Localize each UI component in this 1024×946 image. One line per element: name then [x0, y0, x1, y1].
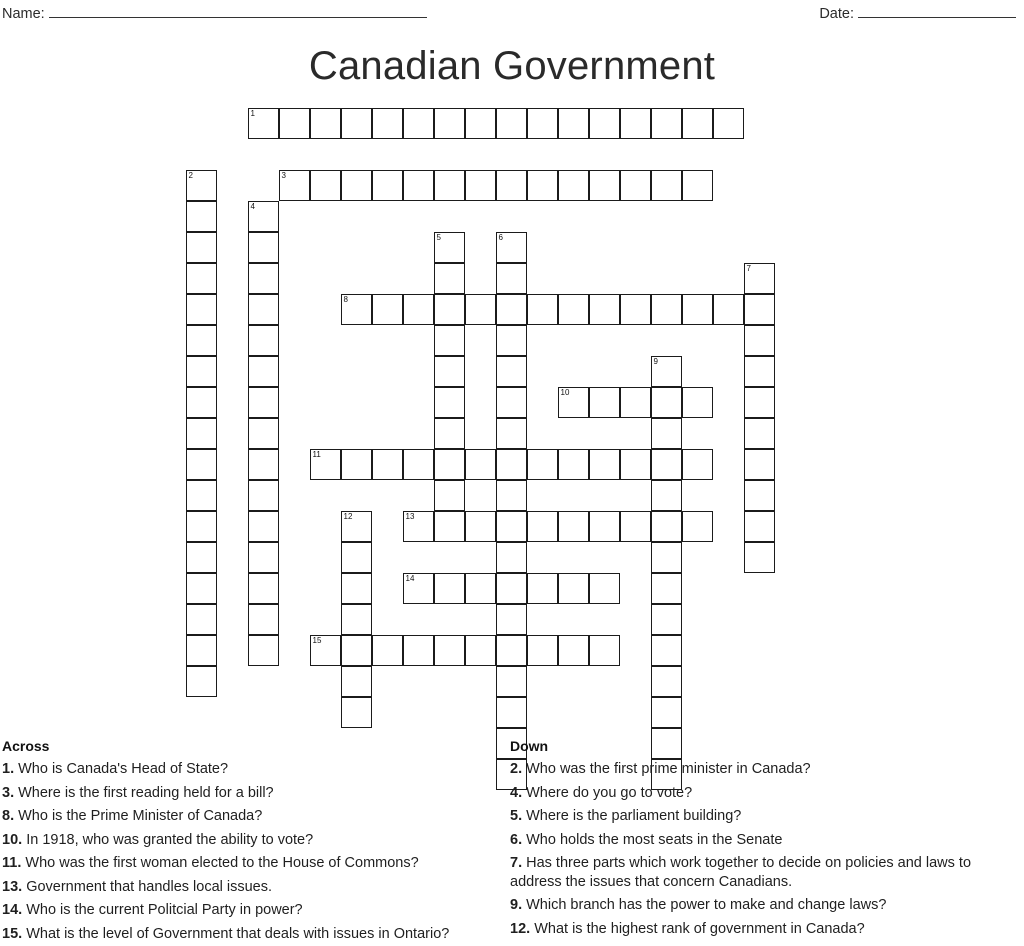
crossword-cell[interactable] — [744, 356, 775, 387]
crossword-cell[interactable] — [651, 635, 682, 666]
down-clue-item — [510, 831, 1020, 850]
crossword-cell[interactable] — [496, 387, 527, 418]
crossword-cell[interactable] — [620, 170, 651, 201]
crossword-cell[interactable] — [186, 635, 217, 666]
crossword-cell[interactable] — [713, 108, 744, 139]
crossword-cell[interactable] — [248, 449, 279, 480]
crossword-cell[interactable] — [651, 697, 682, 728]
crossword-cell[interactable] — [341, 108, 372, 139]
crossword-cell[interactable] — [527, 108, 558, 139]
across-clue-item — [2, 760, 507, 779]
crossword-cell[interactable] — [744, 449, 775, 480]
crossword-cell[interactable] — [186, 418, 217, 449]
crossword-cell[interactable] — [310, 635, 341, 666]
down-clue-item — [510, 854, 1020, 891]
crossword-cell[interactable] — [341, 294, 372, 325]
crossword-cell[interactable] — [248, 604, 279, 635]
cell-number: 6 — [498, 233, 503, 242]
cell-number: 14 — [405, 574, 415, 583]
clue-number: 8. — [2, 808, 15, 825]
crossword-cell[interactable] — [434, 356, 465, 387]
crossword-cell[interactable] — [186, 263, 217, 294]
across-clue-item — [2, 854, 507, 873]
crossword-cell[interactable] — [744, 263, 775, 294]
clue-number: 13. — [2, 878, 23, 895]
crossword-cell[interactable] — [403, 170, 434, 201]
down-clue-item — [510, 807, 1020, 826]
crossword-cell[interactable] — [496, 294, 527, 325]
crossword-cell[interactable] — [248, 325, 279, 356]
crossword-cell[interactable] — [434, 170, 465, 201]
cell-number: 3 — [281, 171, 286, 180]
crossword-cell[interactable] — [496, 666, 527, 697]
crossword-cell[interactable] — [279, 108, 310, 139]
across-clue-item — [2, 831, 507, 850]
crossword-cell[interactable] — [465, 108, 496, 139]
crossword-cell[interactable] — [341, 573, 372, 604]
clue-text: Which branch has the power to make and change laws? — [522, 897, 887, 914]
crossword-cell[interactable] — [465, 170, 496, 201]
crossword-cell[interactable] — [651, 356, 682, 387]
crossword-cell[interactable] — [558, 449, 589, 480]
crossword-cell[interactable] — [651, 387, 682, 418]
crossword-cell[interactable] — [372, 294, 403, 325]
crossword-cell[interactable] — [682, 449, 713, 480]
across-clues-column — [2, 738, 507, 946]
crossword-cell[interactable] — [248, 418, 279, 449]
crossword-cell[interactable] — [341, 449, 372, 480]
crossword-cell[interactable] — [434, 418, 465, 449]
cell-number: 8 — [343, 295, 348, 304]
clue-number: 9. — [510, 897, 523, 914]
crossword-cell[interactable] — [186, 387, 217, 418]
crossword-cell[interactable] — [496, 356, 527, 387]
date-input-line[interactable] — [858, 6, 1016, 18]
name-input-line[interactable] — [49, 6, 427, 18]
across-clue-item — [2, 784, 507, 803]
across-clue-item — [2, 925, 507, 944]
crossword-cell[interactable] — [682, 108, 713, 139]
crossword-cell[interactable] — [248, 511, 279, 542]
crossword-cell[interactable] — [372, 635, 403, 666]
crossword-cell[interactable] — [527, 170, 558, 201]
clue-number: 6. — [510, 831, 523, 848]
crossword-cell[interactable] — [434, 294, 465, 325]
crossword-cell[interactable] — [713, 294, 744, 325]
crossword-cell[interactable] — [248, 542, 279, 573]
crossword-cell[interactable] — [527, 449, 558, 480]
crossword-cell[interactable] — [589, 294, 620, 325]
clue-text: Government that handles local issues. — [22, 878, 273, 895]
crossword-cell[interactable] — [589, 635, 620, 666]
crossword-cell[interactable] — [465, 511, 496, 542]
crossword-cell[interactable] — [186, 325, 217, 356]
crossword-cell[interactable] — [527, 511, 558, 542]
crossword-cell[interactable] — [310, 170, 341, 201]
clue-text: Who is the Prime Minister of Canada? — [14, 808, 263, 825]
crossword-cell[interactable] — [248, 294, 279, 325]
crossword-cell[interactable] — [651, 294, 682, 325]
clue-number: 4. — [510, 784, 523, 801]
crossword-cell[interactable] — [403, 108, 434, 139]
clue-number: 15. — [2, 925, 23, 942]
crossword-cell[interactable] — [558, 170, 589, 201]
crossword-cell[interactable] — [651, 418, 682, 449]
crossword-cell[interactable] — [248, 480, 279, 511]
crossword-cell[interactable] — [496, 418, 527, 449]
clue-text: Who is Canada's Head of State? — [14, 761, 229, 777]
down-clue-item — [510, 784, 1020, 803]
crossword-cell[interactable] — [589, 387, 620, 418]
crossword-cell[interactable] — [496, 263, 527, 294]
crossword-cell[interactable] — [496, 170, 527, 201]
crossword-cell[interactable] — [403, 449, 434, 480]
crossword-cell[interactable] — [248, 263, 279, 294]
crossword-cell[interactable] — [496, 511, 527, 542]
cell-number: 13 — [405, 512, 415, 521]
clue-number: 1. — [2, 761, 15, 777]
crossword-cell[interactable] — [434, 387, 465, 418]
crossword-cell[interactable] — [186, 232, 217, 263]
crossword-cell[interactable] — [651, 604, 682, 635]
clue-number: 12. — [510, 920, 531, 937]
crossword-cell[interactable] — [341, 542, 372, 573]
crossword-cell[interactable] — [403, 294, 434, 325]
crossword-cell[interactable] — [341, 511, 372, 542]
crossword-cell[interactable] — [186, 604, 217, 635]
crossword-cell[interactable] — [620, 511, 651, 542]
crossword-cell[interactable] — [496, 480, 527, 511]
crossword-cell[interactable] — [186, 480, 217, 511]
crossword-cell[interactable] — [341, 697, 372, 728]
crossword-cell[interactable] — [651, 480, 682, 511]
crossword-cell[interactable] — [651, 573, 682, 604]
crossword-cell[interactable] — [589, 170, 620, 201]
crossword-cell[interactable] — [744, 480, 775, 511]
crossword-cell[interactable] — [186, 170, 217, 201]
crossword-cell[interactable] — [527, 573, 558, 604]
down-clue-item — [510, 760, 1020, 779]
cell-number: 7 — [746, 264, 751, 273]
crossword-cell[interactable] — [620, 108, 651, 139]
crossword-cell[interactable] — [744, 294, 775, 325]
crossword-cell[interactable] — [496, 604, 527, 635]
crossword-cell[interactable] — [744, 325, 775, 356]
clue-number: 3. — [2, 784, 15, 801]
crossword-cell[interactable] — [434, 480, 465, 511]
down-clue-item — [510, 896, 1020, 915]
crossword-cell[interactable] — [186, 666, 217, 697]
crossword-cell[interactable] — [403, 511, 434, 542]
crossword-cell[interactable] — [434, 635, 465, 666]
crossword-cell[interactable] — [558, 294, 589, 325]
crossword-cell[interactable] — [465, 294, 496, 325]
cell-number: 9 — [653, 357, 658, 366]
crossword-cell[interactable] — [434, 511, 465, 542]
crossword-cell[interactable] — [434, 573, 465, 604]
clue-number: 5. — [510, 808, 523, 825]
clue-text: Who is the current Politcial Party in power? — [22, 902, 303, 919]
clue-number: 14. — [2, 902, 23, 919]
crossword-cell[interactable] — [744, 418, 775, 449]
across-clue-item — [2, 878, 507, 897]
crossword-cell[interactable] — [496, 232, 527, 263]
across-heading: Across — [2, 738, 50, 754]
crossword-cell[interactable] — [186, 542, 217, 573]
clue-text: Where do you go to vote? — [522, 784, 693, 801]
clue-number: 7. — [510, 855, 523, 872]
name-field-group — [2, 6, 427, 22]
cell-number: 5 — [436, 233, 441, 242]
crossword-cell[interactable] — [186, 511, 217, 542]
crossword-cell[interactable] — [682, 387, 713, 418]
crossword-cell[interactable] — [558, 387, 589, 418]
crossword-cell[interactable] — [744, 542, 775, 573]
cell-number: 2 — [188, 171, 193, 180]
crossword-cell[interactable] — [620, 387, 651, 418]
clue-text: What is the highest rank of government in Canada? — [530, 920, 865, 937]
cell-number: 15 — [312, 636, 322, 645]
crossword-cell[interactable] — [744, 511, 775, 542]
crossword-cell[interactable] — [527, 294, 558, 325]
crossword-cell[interactable] — [496, 542, 527, 573]
crossword-cell[interactable] — [248, 387, 279, 418]
clue-text: What is the level of Government that deals with issues in Ontario? — [22, 925, 450, 942]
crossword-cell[interactable] — [651, 108, 682, 139]
crossword-cell[interactable] — [651, 511, 682, 542]
crossword-cell[interactable] — [372, 108, 403, 139]
crossword-grid[interactable] — [0, 108, 1024, 733]
clue-text: Has three parts which work together to decide on policies and laws to address the issues that concern Canadians. — [510, 855, 972, 890]
crossword-cell[interactable] — [558, 635, 589, 666]
clue-text: Who holds the most seats in the Senate — [522, 831, 783, 848]
crossword-cell[interactable] — [465, 573, 496, 604]
crossword-cell[interactable] — [186, 449, 217, 480]
name-label: Name: — [2, 6, 45, 22]
date-label: Date: — [819, 6, 854, 22]
across-clue-item — [2, 901, 507, 920]
across-clue-list — [2, 760, 507, 943]
down-clues-column — [510, 738, 1020, 943]
crossword-cell[interactable] — [372, 170, 403, 201]
crossword-cell[interactable] — [496, 635, 527, 666]
crossword-cell[interactable] — [186, 356, 217, 387]
crossword-cell[interactable] — [434, 263, 465, 294]
down-heading: Down — [510, 738, 549, 754]
clue-text: Who was the first woman elected to the House of Commons? — [21, 855, 419, 872]
crossword-cell[interactable] — [558, 511, 589, 542]
clue-text: Where is the parliament building? — [522, 808, 742, 825]
clue-text: In 1918, who was granted the ability to vote? — [22, 831, 314, 848]
crossword-cell[interactable] — [186, 573, 217, 604]
crossword-cell[interactable] — [682, 511, 713, 542]
crossword-cell[interactable] — [465, 635, 496, 666]
crossword-cell[interactable] — [372, 449, 403, 480]
crossword-cell[interactable] — [558, 573, 589, 604]
crossword-cell[interactable] — [589, 511, 620, 542]
clue-number: 11. — [2, 855, 22, 872]
crossword-cell[interactable] — [589, 449, 620, 480]
crossword-cell[interactable] — [651, 542, 682, 573]
crossword-cell[interactable] — [589, 108, 620, 139]
worksheet-header — [0, 6, 1024, 30]
crossword-cell[interactable] — [341, 604, 372, 635]
crossword-cell[interactable] — [651, 666, 682, 697]
crossword-cell[interactable] — [341, 635, 372, 666]
cell-number: 4 — [250, 202, 255, 211]
crossword-cell[interactable] — [248, 108, 279, 139]
clue-number: 10. — [2, 831, 23, 848]
crossword-cell[interactable] — [248, 573, 279, 604]
clue-text: Who was the first prime minister in Canada? — [522, 761, 811, 777]
crossword-cell[interactable] — [465, 449, 496, 480]
cell-number: 11 — [312, 450, 321, 459]
cell-number: 1 — [250, 109, 255, 118]
crossword-cell[interactable] — [682, 294, 713, 325]
crossword-cell[interactable] — [682, 170, 713, 201]
crossword-cell[interactable] — [341, 666, 372, 697]
cell-number: 10 — [560, 388, 570, 397]
crossword-cell[interactable] — [558, 108, 589, 139]
crossword-cell[interactable] — [434, 449, 465, 480]
crossword-cell[interactable] — [496, 449, 527, 480]
across-clue-item — [2, 807, 507, 826]
crossword-cell[interactable] — [248, 635, 279, 666]
crossword-cell[interactable] — [310, 108, 341, 139]
clue-number: 2. — [510, 761, 523, 777]
down-clue-list — [510, 760, 1020, 938]
crossword-cell[interactable] — [341, 170, 372, 201]
crossword-cell[interactable] — [496, 697, 527, 728]
crossword-cell[interactable] — [434, 108, 465, 139]
crossword-cell[interactable] — [589, 573, 620, 604]
crossword-cell[interactable] — [434, 325, 465, 356]
crossword-cell[interactable] — [248, 201, 279, 232]
crossword-cell[interactable] — [248, 356, 279, 387]
crossword-cell[interactable] — [620, 449, 651, 480]
crossword-cell[interactable] — [186, 294, 217, 325]
crossword-cell[interactable] — [310, 449, 341, 480]
crossword-cell[interactable] — [651, 449, 682, 480]
cell-number: 12 — [343, 512, 353, 521]
crossword-cell[interactable] — [186, 201, 217, 232]
crossword-cell[interactable] — [744, 387, 775, 418]
clue-text: Where is the first reading held for a bill? — [14, 784, 274, 801]
crossword-cell[interactable] — [496, 325, 527, 356]
crossword-cell[interactable] — [403, 635, 434, 666]
crossword-cell[interactable] — [651, 170, 682, 201]
down-clue-item — [510, 920, 1020, 939]
crossword-cell[interactable] — [434, 232, 465, 263]
crossword-cell[interactable] — [496, 108, 527, 139]
page-title: Canadian Government — [308, 44, 716, 88]
crossword-cell[interactable] — [527, 635, 558, 666]
crossword-cell[interactable] — [248, 232, 279, 263]
date-field-group — [819, 6, 1016, 22]
crossword-cell[interactable] — [403, 573, 434, 604]
crossword-cell[interactable] — [279, 170, 310, 201]
crossword-cell[interactable] — [496, 573, 527, 604]
crossword-cell[interactable] — [620, 294, 651, 325]
